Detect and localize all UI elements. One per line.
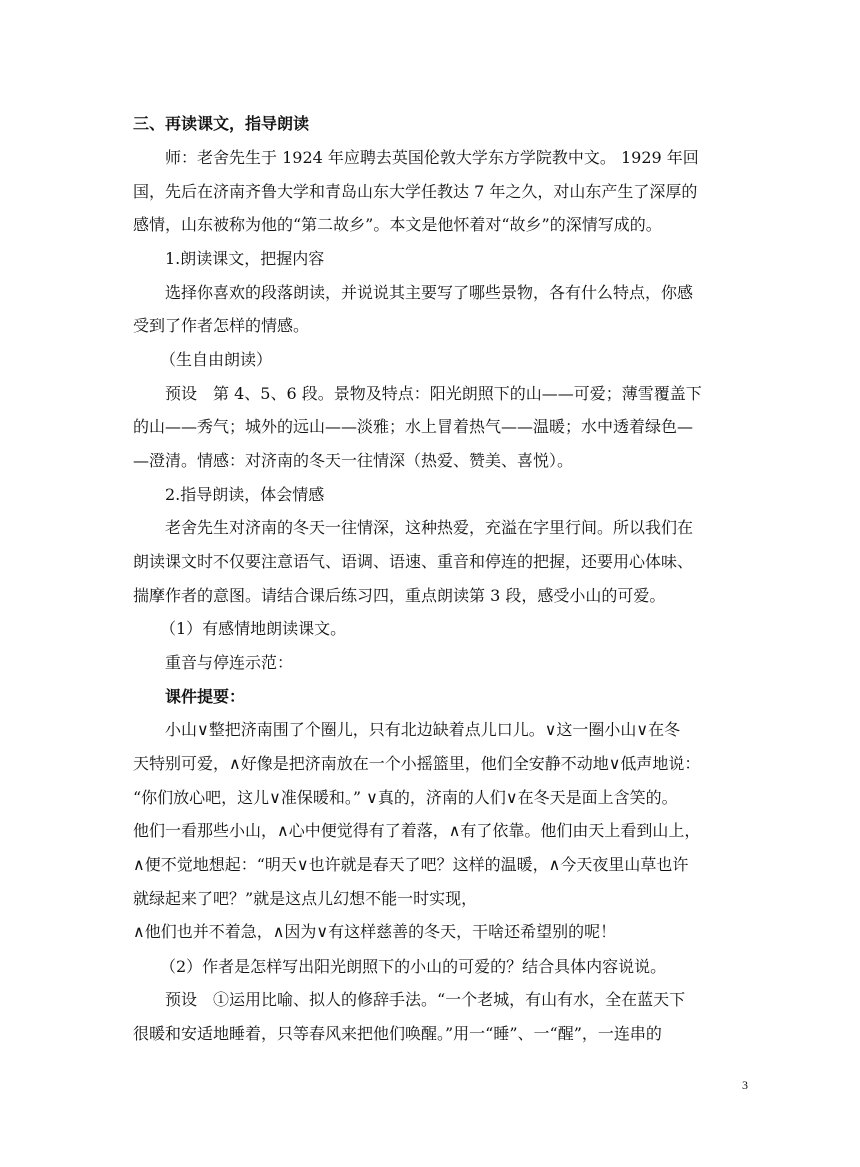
step1-preset-line-1: 预设 第 4、5、6 段。景物及特点：阳光朗照下的山——可爱；薄雪覆盖下 xyxy=(165,384,702,403)
intro-line-1: 师：老舍先生于 1924 年应聘去英国伦敦大学东方学院教中文。 1929 年回 xyxy=(165,148,699,167)
step2-preset-line-1: 预设 ①运用比喻、拟人的修辞手法。“一个老城，有山有水，全在蓝天下 xyxy=(165,990,686,1009)
demo-line-2: 天特别可爱，∧好像是把济南放在一个小摇篮里，他们全安静不动地∨低声地说： xyxy=(133,754,701,773)
demo-line-6: 就绿起来了吧？”就是这点儿幻想不能一时实现， xyxy=(133,889,478,908)
step2-sub-2: （2）作者是怎样写出阳光朗照下的小山的可爱的？结合具体内容说说。 xyxy=(160,957,667,976)
step2-para-line-1: 老舍先生对济南的冬天一往情深，这种热爱，充溢在字里行间。所以我们在 xyxy=(165,518,694,537)
intro-line-3: 感情，山东被称为他的“第二故乡”。本文是他怀着对“故乡”的深情写成的。 xyxy=(133,215,662,234)
demo-line-1: 小山∨整把济南围了个圈儿，只有北边缺着点儿口儿。∨这一圈小山∨在冬 xyxy=(165,720,681,739)
step1-note: （生自由朗读） xyxy=(160,350,273,369)
page-number: 3 xyxy=(742,1078,748,1092)
step1-task-line-1: 选择你喜欢的段落朗读，并说说其主要写了哪些景物，各有什么特点，你感 xyxy=(165,283,694,302)
step2-preset-line-2: 很暖和安适地睡着，只等春风来把他们唤醒。”用一“睡”、一“醒”，一连串的 xyxy=(133,1024,662,1043)
section-title: 三、再读课文，指导朗读 xyxy=(133,114,310,133)
demo-line-7: ∧他们也并不着急，∧因为∨有这样慈善的冬天，干啥还希望别的呢！ xyxy=(133,922,617,941)
demo-label: 重音与停连示范： xyxy=(165,653,294,672)
courseware-label: 课件提要： xyxy=(165,687,246,706)
step1-preset-line-2: 的山——秀气；城外的远山——淡雅；水上冒着热气——温暖；水中透着绿色— xyxy=(133,417,694,436)
demo-line-3: “你们放心吧，这儿∨准保暖和。” ∨真的，济南的人们∨在冬天是面上含笑的。 xyxy=(133,788,678,807)
step2-sub-1: （1）有感情地朗读课文。 xyxy=(160,619,347,638)
step2-heading: 2.指导朗读，体会情感 xyxy=(165,485,325,504)
step1-task-line-2: 受到了作者怎样的情感。 xyxy=(133,316,310,335)
demo-line-4: 他们一看那些小山，∧心中便觉得有了着落，∧有了依靠。他们由天上看到山上， xyxy=(133,821,701,840)
step2-para-line-3: 揣摩作者的意图。请结合课后练习四，重点朗读第 3 段，感受小山的可爱。 xyxy=(133,586,666,605)
step1-heading: 1.朗读课文，把握内容 xyxy=(165,249,325,268)
step2-para-line-2: 朗读课文时不仅要注意语气、语调、语速、重音和停连的把握，还要用心体味、 xyxy=(133,552,694,571)
demo-line-5: ∧便不觉地想起：“明天∨也许就是春天了吧？这样的温暖，∧今天夜里山草也许 xyxy=(133,855,689,874)
intro-line-2: 国，先后在济南齐鲁大学和青岛山东大学任教达 7 年之久，对山东产生了深厚的 xyxy=(133,182,698,201)
step1-preset-line-3: —澄清。情感：对济南的冬天一往情深（热爱、赞美、喜悦）。 xyxy=(133,451,574,470)
